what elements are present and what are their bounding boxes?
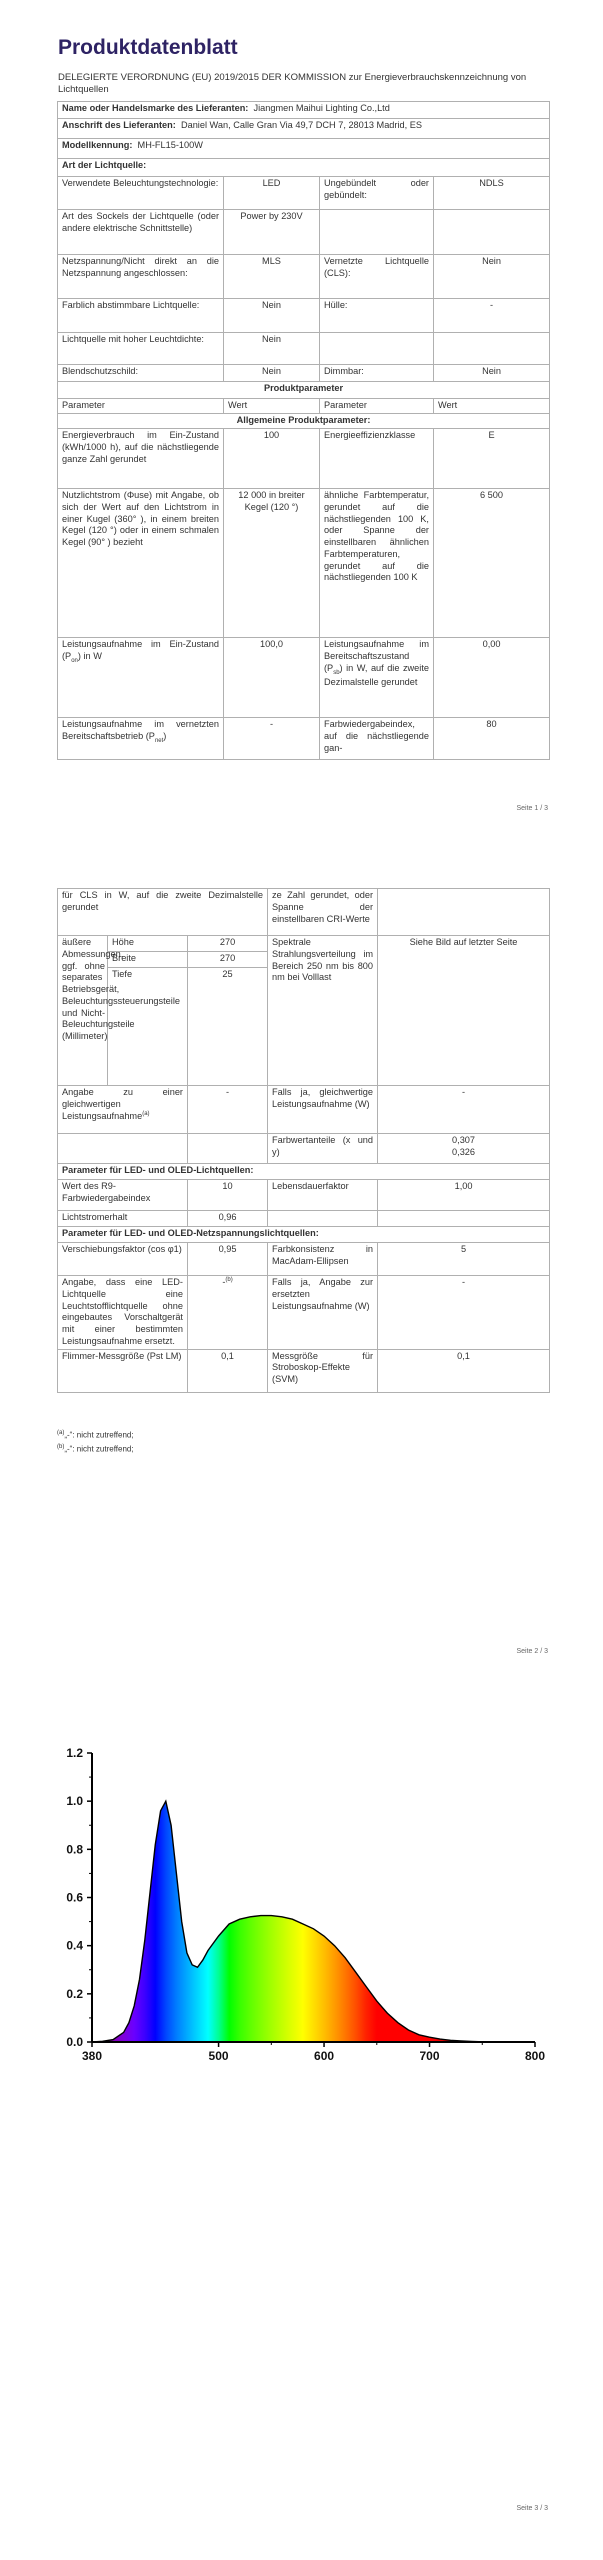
y-tick-label: 0.0 xyxy=(66,2035,83,2049)
y-tick-label: 1.2 xyxy=(66,1746,83,1760)
table-row: Breite 270 xyxy=(58,952,550,968)
column-header-row: Parameter Wert Parameter Wert xyxy=(58,399,550,414)
table-row: Wert des R9-Farbwiedergabeindex 10 Lebensdauerfaktor 1,00 xyxy=(58,1180,550,1211)
x-tick-label: 700 xyxy=(419,2049,440,2063)
table-row: Art des Sockels der Lichtquelle (oder andere elektrische Schnittstelle) Power by 230V xyxy=(58,210,550,255)
product-datasheet-table-continued xyxy=(57,888,550,1393)
table-row: Lichtquelle mit hoher Leuchtdichte: Nein xyxy=(58,333,550,365)
x-tick-label: 600 xyxy=(314,2049,335,2063)
supplier-value: Jiangmen Maihui Lighting Co.,Ltd xyxy=(253,103,390,113)
plot-area xyxy=(66,1746,545,2063)
table-row: für CLS in W, auf die zweite Dezimalstelle gerundet ze Zahl gerundet, oder Spanne der einstellbaren CRI-Werte xyxy=(58,889,550,936)
spectrum-chart-svg xyxy=(40,1745,560,2085)
table-row: Nutzlichtstrom (Φuse) mit Angabe, ob sich der Wert auf den Lichtstrom in einer Kugel (360° ), in einem breiten Kegel (120 °) oder in einem schmalen Kegel (90° ) bezieht 12 000 in breiter Kegel (120 °) ähnliche Farbtemperatur, gerundet auf die nächstliegenden 100 K, oder Spanne der einstellbaren ähnlichen Farbtemperaturen, gerundet auf die nächstliegenden 100 K 6 500 xyxy=(58,489,550,638)
table-row: Farblich abstimmbare Lichtquelle: Nein Hülle: - xyxy=(58,299,550,333)
page-3 xyxy=(0,1720,603,2560)
mains-heading: Parameter für LED- und OLED-Netzspannungslichtquellen: xyxy=(58,1227,550,1243)
y-tick-label: 0.4 xyxy=(66,1938,83,1953)
produktparameter-heading-row xyxy=(58,382,550,399)
table-row: Flimmer-Messgröße (Pst LM) 0,1 Messgröße für Stroboskop-Effekte (SVM) 0,1 xyxy=(58,1349,550,1392)
x-tick-label: 380 xyxy=(81,2049,103,2063)
y-tick-label: 0.8 xyxy=(66,1842,83,1857)
footnotes xyxy=(57,1430,134,1455)
x-tick-label: 800 xyxy=(524,2049,546,2063)
dimensions-row: äußere Abmessungen, ggf. ohne separates Betriebsgerät, Beleuchtungssteuerungsteile und Nicht-Beleuchtungsteile (Millimeter) Höhe 270 Spektrale Strahlungsverteilung im Bereich 250 nm bis 800 nm bei Volllast Siehe Bild auf letzter Seite xyxy=(58,936,550,952)
led-heading-row xyxy=(58,1164,550,1180)
mains-heading-row xyxy=(58,1227,550,1243)
document-title: Produktdatenblatt xyxy=(58,36,238,59)
table-row: Leistungsaufnahme im vernetzten Bereitschaftsbetrieb $(P_{net})$ - Farbwiedergabeindex, auf die nächstliegende gan- 80 xyxy=(58,718,550,760)
address-value: Daniel Wan, Calle Gran Via 49,7 DCH 7, 28013 Madrid, ES xyxy=(180,120,422,130)
table-row: Verschiebungsfaktor (cos φ1) 0,95 Farbkonsistenz in MacAdam-Ellipsen 5 xyxy=(58,1243,550,1276)
regulation-subtitle: DELEGIERTE VERORDNUNG (EU) 2019/2015 DER KOMMISSION zur Energieverbrauchskennzeichnung von Lichtquellen xyxy=(58,72,527,96)
product-datasheet-table xyxy=(57,101,550,760)
supplier-label: Name oder Handelsmarke des Lieferanten: xyxy=(62,103,249,113)
spectrum-chart xyxy=(40,1745,560,2089)
model-label: Modellkennung: xyxy=(62,140,133,150)
footnote-a: $^{(a)}$„-“: nicht zutreffend; xyxy=(57,1430,134,1440)
table-row: Angabe zu einer gleichwertigen Leistungsaufnahme$^{(a)}$ - Falls ja, gleichwertige Leistungsaufnahme (W) - xyxy=(58,1086,550,1134)
allgemeine-heading-row xyxy=(58,414,550,429)
page-1 xyxy=(0,0,603,815)
address-row xyxy=(58,119,550,139)
y-tick-label: 0.2 xyxy=(66,1986,83,2001)
x-tick-label: 500 xyxy=(208,2049,229,2063)
spectrum-area xyxy=(92,1801,535,2042)
page-number: Seite 3 / 3 xyxy=(516,2505,548,2512)
table-row: Farbwertanteile (x und y) 0,307 0,326 xyxy=(58,1134,550,1164)
table-row: Netzspannung/Nicht direkt an die Netzspannung angeschlossen: MLS Vernetzte Lichtquelle (CLS): Nein xyxy=(58,255,550,299)
table-row: Angabe, dass eine LED-Lichtquelle eine Leuchtstofflichtquelle ohne eingebautes Vorschaltgerät mit einer bestimmten Leistungsaufnahme ersetzt. -$^{(b)}$ Falls ja, Angabe zur ersetzten Leistungsaufnahme (W) - xyxy=(58,1276,550,1350)
table-row: Energieverbrauch im Ein-Zustand (kWh/1000 h), auf die nächstliegende ganze Zahl gerundet 100 Energieeffizienzklasse E xyxy=(58,429,550,489)
table-row: Blendschutzschild: Nein Dimmbar: Nein xyxy=(58,365,550,382)
page-2 xyxy=(0,870,603,1685)
produktparameter-heading: Produktparameter xyxy=(58,382,550,399)
model-row xyxy=(58,139,550,159)
led-heading: Parameter für LED- und OLED-Lichtquellen: xyxy=(58,1164,550,1180)
type-heading: Art der Lichtquelle: xyxy=(58,159,550,177)
table-row: Verwendete Beleuchtungstechnologie: LED Ungebündelt oder gebündelt: NDLS xyxy=(58,177,550,210)
page-number: Seite 1 / 3 xyxy=(516,805,548,812)
model-value: MH-FL15-100W xyxy=(137,140,203,150)
table-row: Lichtstromerhalt 0,96 xyxy=(58,1211,550,1227)
allgemeine-heading: Allgemeine Produktparameter: xyxy=(58,414,550,429)
address-label: Anschrift des Lieferanten: xyxy=(62,120,176,130)
y-tick-label: 1.0 xyxy=(66,1794,83,1809)
y-tick-label: 0.6 xyxy=(66,1890,83,1905)
table-row: Tiefe 25 xyxy=(58,968,550,1086)
page-number: Seite 2 / 3 xyxy=(516,1648,548,1655)
supplier-row xyxy=(58,102,550,119)
table-row: Leistungsaufnahme im Ein-Zustand $(P_{on})$ in W 100,0 Leistungsaufnahme im Bereitschaftszustand $(P_{sb})$ in W, auf die zweite Dezimalstelle gerundet 0,00 xyxy=(58,638,550,718)
type-heading-row xyxy=(58,159,550,177)
footnote-b: $^{(b)}$„-“: nicht zutreffend; xyxy=(57,1443,134,1454)
